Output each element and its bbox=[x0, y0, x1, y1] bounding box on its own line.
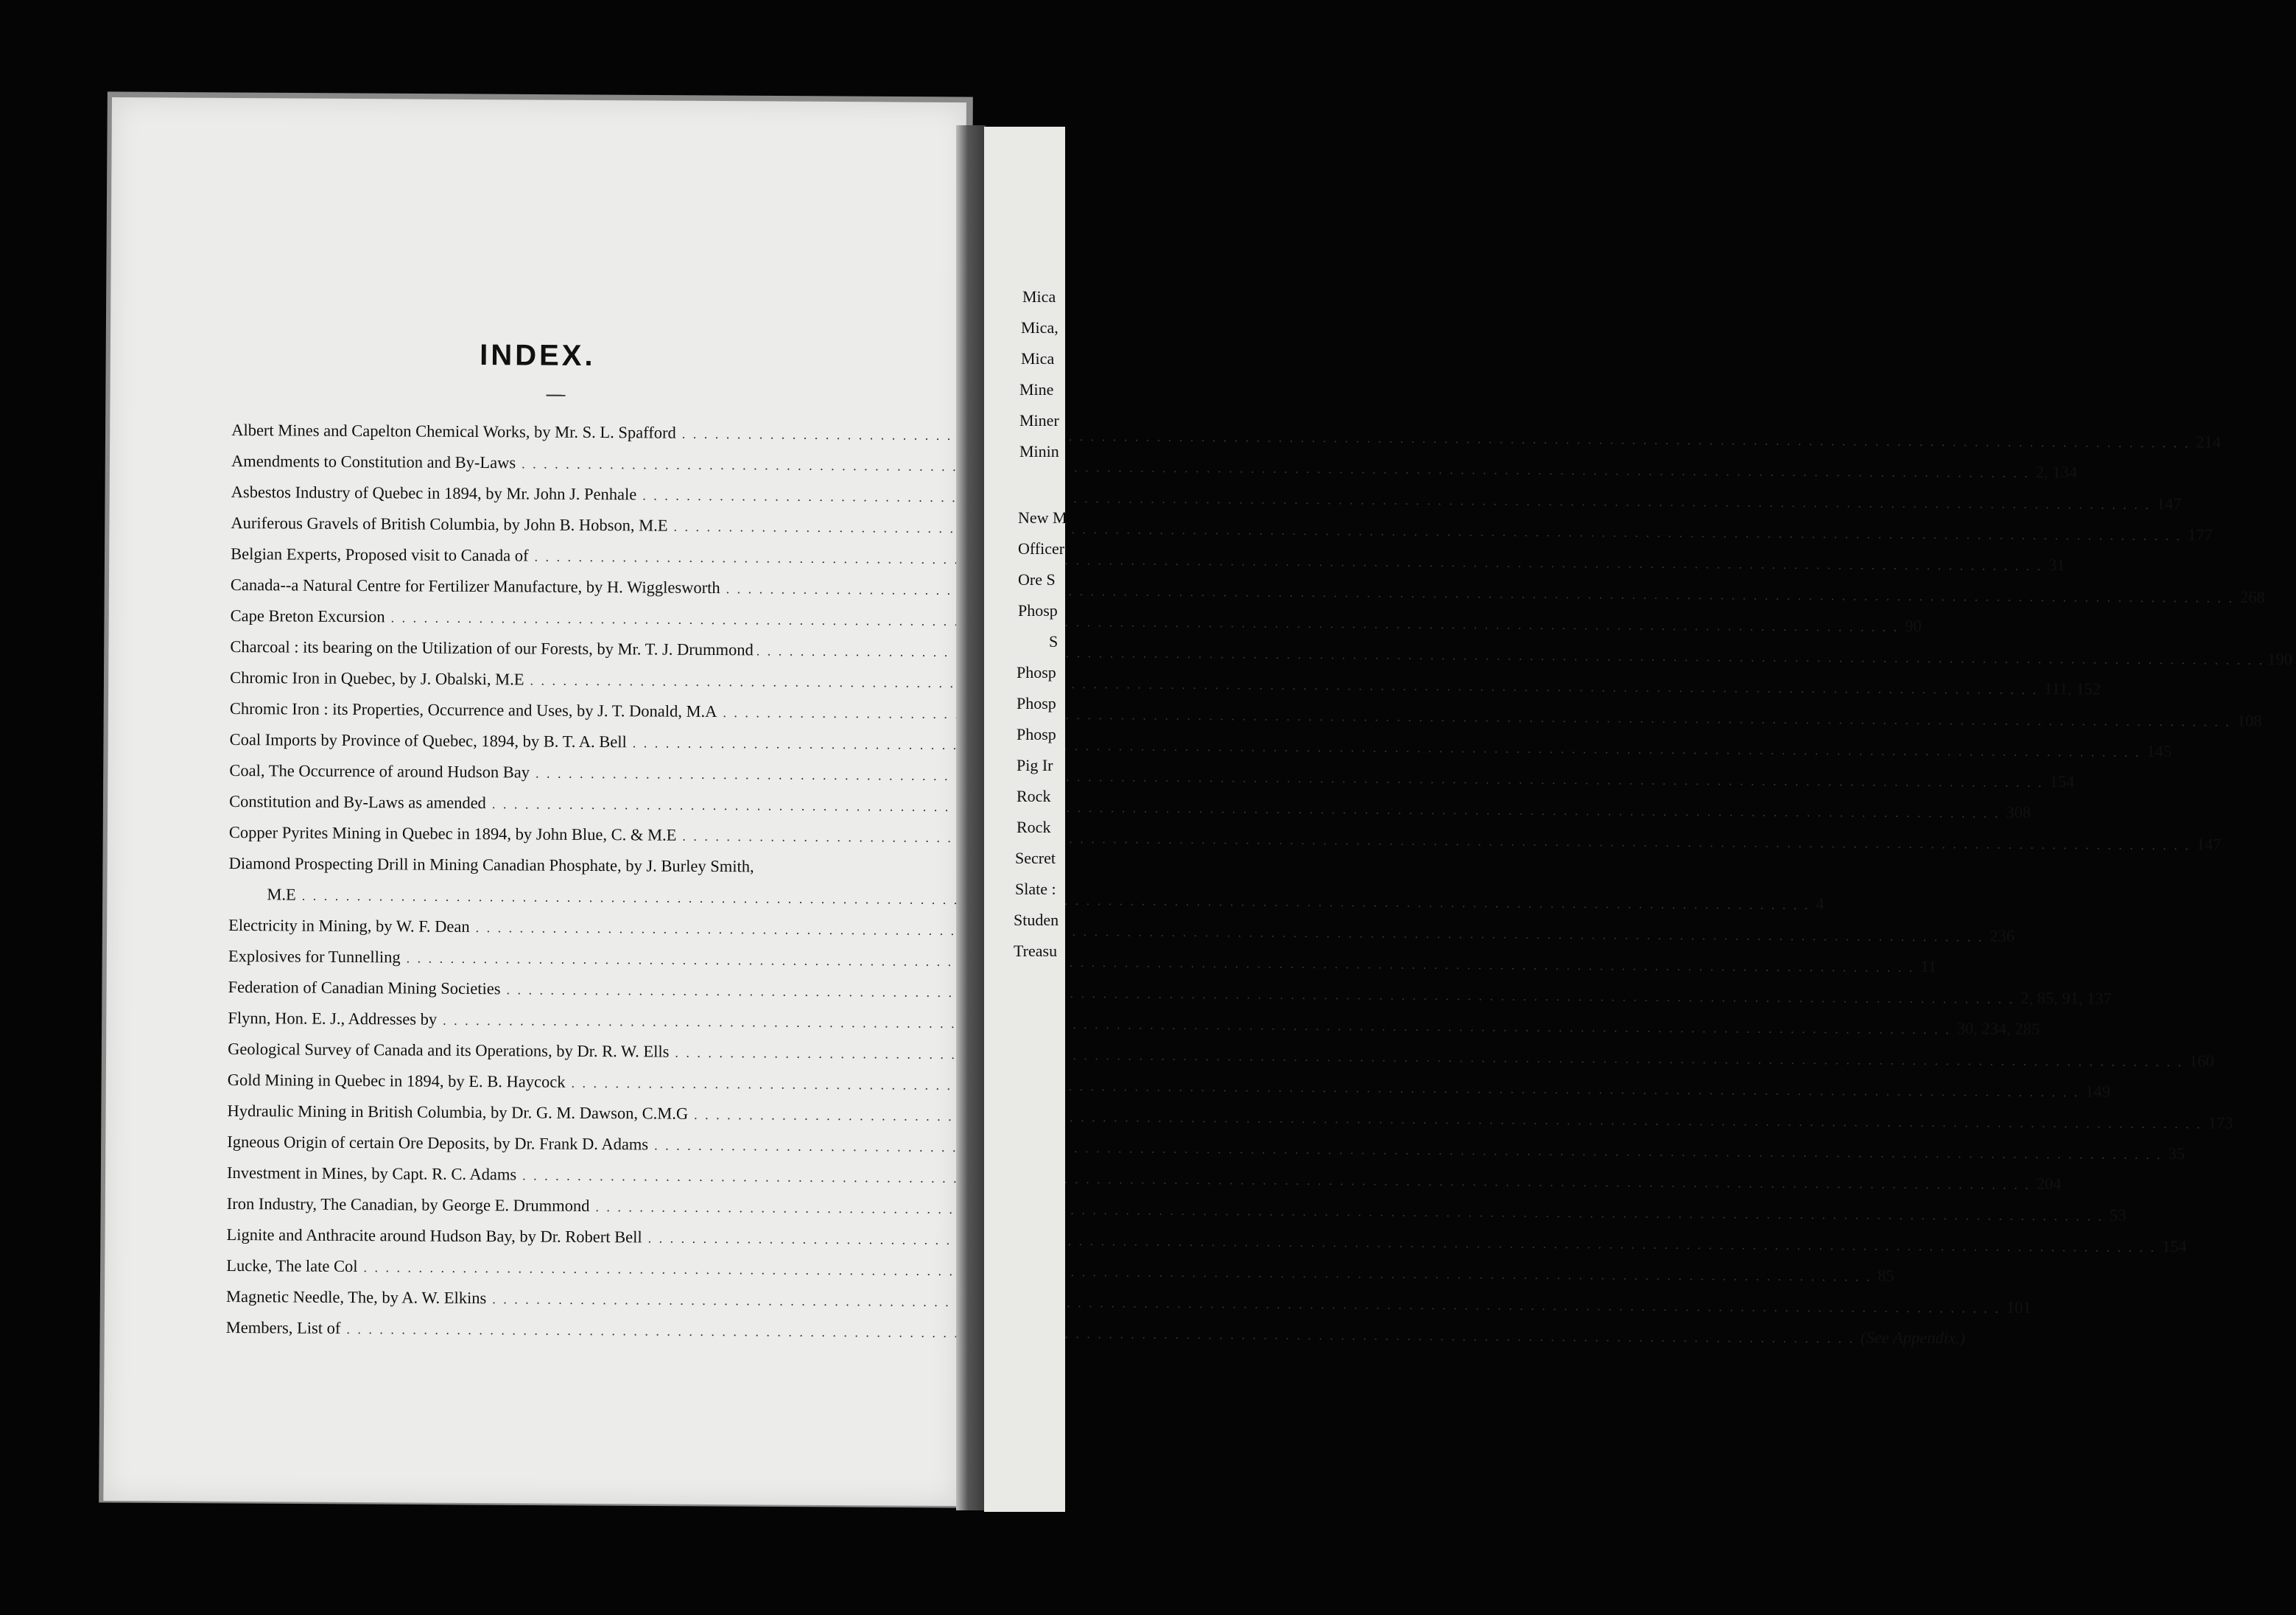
index-entry: Iron Industry, The Canadian, by George E. Drummond . . . 53 bbox=[227, 1188, 875, 1223]
facing-page-text: Phosp bbox=[1018, 601, 1058, 620]
facing-page-text: Mica bbox=[1022, 287, 1056, 306]
index-entry: Members, List of . . . (See Appendix.) bbox=[226, 1312, 874, 1347]
facing-page-text: Mica, bbox=[1021, 318, 1059, 337]
index-entry: Chromic Iron : its Properties, Occurrence and Uses, by J. T. Donald, M.A . . . 108 bbox=[230, 693, 878, 728]
index-entry: Geological Survey of Canada and its Operations, by Dr. R. W. Ells . . . 160 bbox=[228, 1034, 876, 1068]
index-entry: Cape Breton Excursion . . . 90 bbox=[231, 600, 879, 635]
facing-page-text: Phosp bbox=[1017, 663, 1056, 682]
index-entry: Igneous Origin of certain Ore Deposits, by Dr. Frank D. Adams . . . 35 bbox=[227, 1127, 875, 1161]
facing-page-text: Mine bbox=[1019, 380, 1054, 399]
page-title: INDEX. bbox=[480, 339, 596, 373]
index-entry: Chromic Iron in Quebec, by J. Obalski, M.E . . . 111, 152 bbox=[230, 662, 878, 697]
index-entry: Coal Imports by Province of Quebec, 1894, by B. T. A. Bell . . . 145 bbox=[230, 724, 878, 759]
index-entry: Lignite and Anthracite around Hudson Bay, by Dr. Robert Bell . . . 154 bbox=[226, 1219, 874, 1254]
facing-page-text: Slate : bbox=[1015, 880, 1056, 898]
facing-page bbox=[984, 127, 1065, 1512]
facing-page-text: New M bbox=[1018, 508, 1067, 527]
facing-page-text: Phosp bbox=[1017, 725, 1056, 743]
index-entry: Belgian Experts, Proposed visit to Canada of . . . 31 bbox=[231, 539, 879, 573]
index-entry: Auriferous Gravels of British Columbia, by John B. Hobson, M.E . . . 177 bbox=[231, 508, 879, 542]
index-entry: Explosives for Tunnelling . . . 11 bbox=[228, 941, 877, 975]
index-entry: Investment in Mines, by Capt. R. C. Adams . . . 204 bbox=[227, 1157, 875, 1192]
facing-page-text: Pig Ir bbox=[1017, 756, 1053, 774]
facing-page-text: Ore S bbox=[1018, 570, 1056, 589]
index-entry: Albert Mines and Capelton Chemical Works, by Mr. S. L. Spafford . . . 214 bbox=[231, 415, 880, 449]
index-entry: Diamond Prospecting Drill in Mining Canadian Phosphate, by J. Burley Smith, bbox=[228, 853, 754, 876]
facing-page-text: Secret bbox=[1015, 849, 1056, 867]
facing-page-text: Studen bbox=[1014, 911, 1059, 929]
book-gutter bbox=[956, 125, 986, 1510]
facing-page-text: Phosp bbox=[1017, 694, 1056, 712]
index-entry: Constitution and By-Laws as amended . . . 308 bbox=[229, 786, 877, 821]
index-entry: Electricity in Mining, by W. F. Dean . . . 236 bbox=[228, 910, 877, 945]
index-entry: Federation of Canadian Mining Societies . . . 2, 85, 91, 137 bbox=[228, 972, 876, 1006]
index-entry: Coal, The Occurrence of around Hudson Bay . . . 154 bbox=[229, 755, 877, 790]
index-entry: Charcoal : its bearing on the Utilization of our Forests, by Mr. T. J. Drummond . . . 190 bbox=[230, 631, 878, 666]
facing-page-text: Officer bbox=[1018, 539, 1065, 558]
index-entry: Magnetic Needle, The, by A. W. Elkins . . . 101 bbox=[226, 1281, 874, 1316]
facing-page-text: Miner bbox=[1019, 411, 1059, 430]
facing-page-text: Minin bbox=[1019, 442, 1059, 460]
index-entry: Copper Pyrites Mining in Quebec in 1894, by John Blue, C. & M.E . . . 147 bbox=[229, 817, 877, 852]
index-entry: Lucke, The late Col . . . 85 bbox=[226, 1250, 874, 1285]
title-rule bbox=[547, 395, 566, 396]
index-entry: Flynn, Hon. E. J., Addresses by . . . 30, 234, 285 bbox=[228, 1003, 876, 1037]
index-entry-continuation: M.E . . . 4 bbox=[228, 879, 877, 914]
facing-page-text: S bbox=[1049, 632, 1059, 651]
facing-page-text: Mica bbox=[1021, 349, 1055, 368]
facing-page-text: Rock bbox=[1017, 818, 1051, 836]
facing-page-text: Treasu bbox=[1014, 942, 1058, 960]
facing-page-text: Rock bbox=[1017, 787, 1051, 805]
index-entry: Hydraulic Mining in British Columbia, by Dr. G. M. Dawson, C.M.G . . . 173 bbox=[227, 1096, 875, 1130]
index-entry: Gold Mining in Quebec in 1894, by E. B. Haycock . . . 149 bbox=[228, 1065, 876, 1099]
index-entry: Asbestos Industry of Quebec in 1894, by Mr. John J. Penhale . . . 147 bbox=[231, 477, 880, 511]
index-entry: Amendments to Constitution and By-Laws . . . 2, 134 bbox=[231, 446, 880, 480]
index-entry: Canada--a Natural Centre for Fertilizer Manufacture, by H. Wigglesworth . . . 268 bbox=[231, 570, 879, 604]
